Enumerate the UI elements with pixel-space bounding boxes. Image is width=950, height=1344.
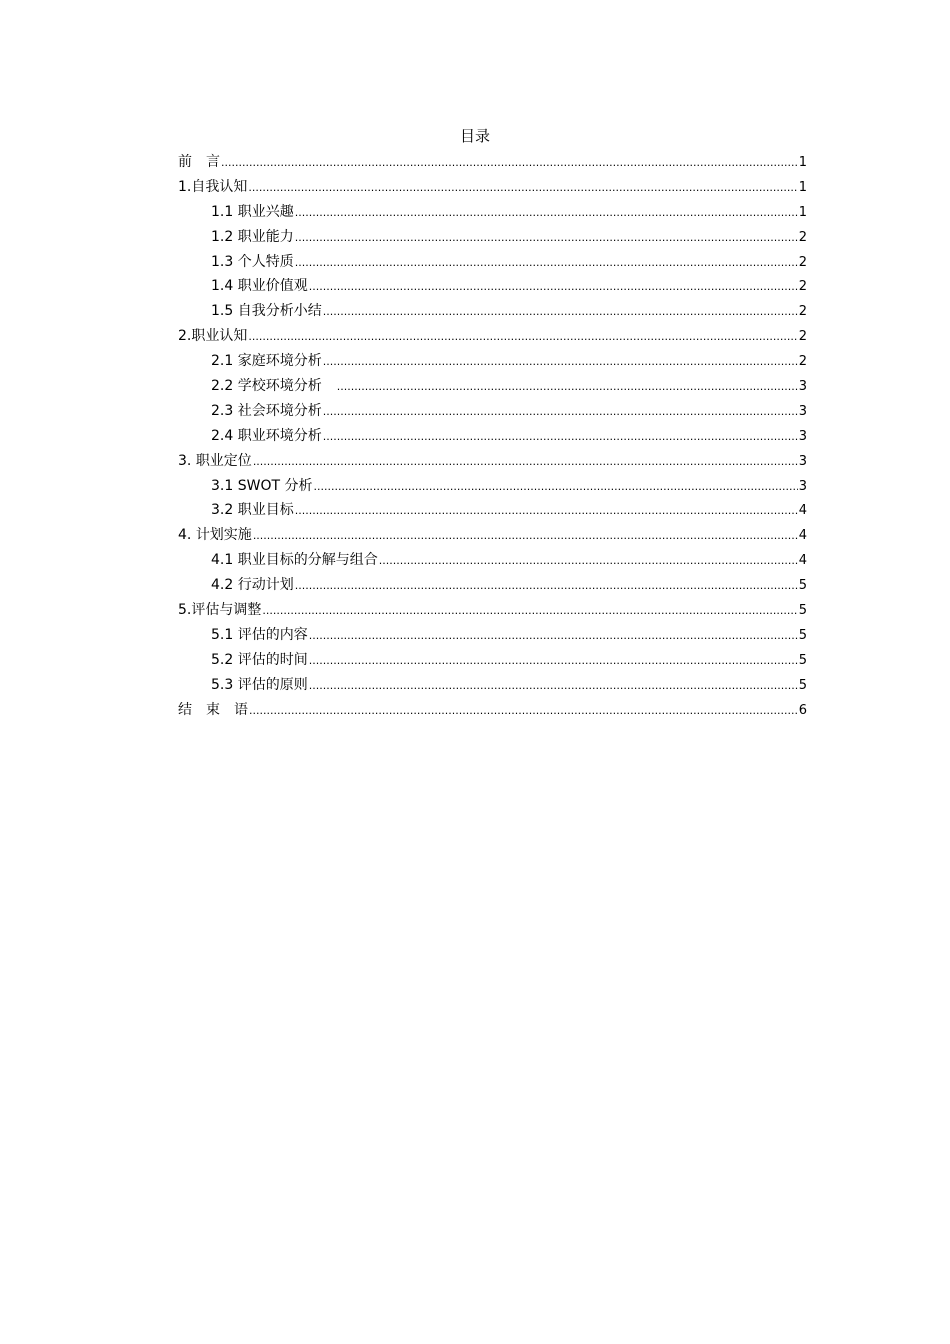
toc-entry-text: 评估的内容 (237, 626, 308, 643)
toc-entry-label (211, 374, 336, 399)
toc-page-number: 1 (798, 179, 807, 195)
toc-entry-label (178, 150, 220, 175)
toc-entry-label (211, 474, 312, 499)
toc-entry[interactable] (178, 449, 807, 474)
toc-entry-label (211, 399, 322, 424)
toc-dot-leader (248, 176, 797, 201)
toc-entry[interactable] (178, 498, 807, 523)
toc-entry[interactable] (178, 225, 807, 250)
toc-entry-text: 分析 (284, 477, 313, 494)
toc-dot-leader (249, 699, 798, 724)
toc-page-number: 4 (798, 528, 807, 544)
toc-entry-text: 自我分析小结 (237, 303, 322, 320)
toc-entry-text: 结 束 语 (178, 701, 248, 718)
toc-entry-number: 1.1 (211, 203, 238, 220)
toc-dot-leader (248, 325, 797, 350)
toc-entry-text: 职业兴趣 (237, 203, 294, 220)
toc-entry[interactable] (178, 200, 807, 225)
toc-entry-label (178, 324, 247, 349)
toc-entry[interactable] (178, 548, 807, 573)
toc-entry-label (211, 299, 322, 324)
toc-entry[interactable] (178, 648, 807, 673)
toc-page-number: 6 (798, 702, 807, 718)
toc-page-number: 1 (798, 155, 807, 170)
toc-dot-leader (309, 275, 798, 300)
toc-entry-text: 职业价值观 (237, 278, 308, 295)
toc-entry-text: 社会环境分析 (237, 402, 322, 419)
toc-entry[interactable] (178, 424, 807, 449)
toc-entry[interactable] (178, 250, 807, 275)
toc-entry-number: 1.5 (211, 303, 238, 320)
toc-entry-text: 前 言 (178, 154, 220, 170)
toc-entry-label (211, 225, 294, 250)
toc-entry[interactable] (178, 299, 807, 324)
toc-entry-label (211, 349, 322, 374)
toc-entry-number: 1.3 (211, 253, 238, 270)
toc-entry[interactable] (178, 573, 807, 598)
toc-entry-label (178, 698, 248, 723)
toc-entry[interactable] (178, 474, 807, 499)
toc-entry-text: 职业能力 (237, 228, 294, 245)
toc-page-number: 3 (798, 428, 807, 444)
toc-entry-label (211, 573, 294, 598)
toc-entry-text: 职业目标的分解与组合 (237, 552, 378, 569)
toc-page-number: 5 (798, 578, 807, 594)
toc-entry-text: 评估与调整 (191, 602, 262, 619)
toc-entry-text: 职业认知 (191, 328, 248, 345)
toc-dot-leader (253, 524, 798, 549)
toc-entry-text: 计划实施 (195, 527, 252, 544)
toc-entry-label (211, 623, 308, 648)
toc-page-number: 4 (798, 553, 807, 569)
toc-dot-leader (323, 425, 798, 450)
toc-dot-leader (295, 251, 798, 276)
toc-page-number: 4 (798, 503, 807, 519)
toc-entry-label (178, 598, 261, 623)
toc-entry-number: 5.1 (211, 626, 238, 643)
toc-entry[interactable] (178, 623, 807, 648)
toc-entry[interactable] (178, 598, 807, 623)
toc-entry[interactable] (178, 150, 807, 175)
toc-page-number: 5 (798, 603, 807, 619)
toc-entry-number: 2.2 (211, 378, 238, 395)
toc-entry-number: 1.4 (211, 278, 238, 295)
toc-dot-leader (295, 499, 798, 524)
toc-dot-leader (295, 226, 798, 251)
toc-dot-leader (309, 674, 798, 699)
toc-entry-number: 3. (178, 452, 196, 469)
toc-entry-number: 2.1 (211, 353, 238, 370)
toc-entry-label (211, 200, 294, 225)
toc-dot-leader (323, 350, 798, 375)
toc-entry-label (211, 548, 378, 573)
toc-entry[interactable] (178, 324, 807, 349)
toc-entry-label (211, 673, 308, 698)
toc-dot-leader (309, 649, 798, 674)
toc-entry[interactable] (178, 175, 807, 200)
toc-dot-leader (221, 151, 798, 176)
toc-entry-number: 3.2 (211, 502, 238, 519)
toc-dot-leader (379, 549, 798, 574)
toc-entry-text: 评估的原则 (237, 676, 308, 693)
toc-title: 目录 (459, 127, 490, 145)
toc-page-number: 2 (798, 354, 807, 370)
toc-entry-label (211, 250, 294, 275)
toc-entry-label (211, 274, 308, 299)
toc-entry[interactable] (178, 349, 807, 374)
toc-dot-leader (337, 375, 798, 400)
toc-entry-number: 5.2 (211, 651, 238, 668)
toc-entry-number: 2.4 (211, 427, 238, 444)
toc-entry-text: 个人特质 (237, 253, 294, 270)
toc-page-number: 2 (798, 329, 807, 345)
toc-entry-number: 4. (178, 527, 196, 544)
toc-entry-label (178, 523, 252, 548)
toc-entry[interactable] (178, 374, 807, 399)
toc-page-number: 2 (798, 304, 807, 320)
toc-page-number: 1 (798, 204, 807, 220)
toc-entry[interactable] (178, 399, 807, 424)
toc-page-number: 2 (798, 229, 807, 245)
toc-entry-label (178, 175, 247, 200)
toc-page-number: 3 (798, 478, 807, 494)
toc-entry-number: 2.3 (211, 402, 238, 419)
toc-entry-label (211, 424, 322, 449)
toc-page-number: 5 (798, 627, 807, 643)
toc-page-number: 3 (798, 403, 807, 419)
toc-entry-label (178, 449, 252, 474)
toc-entry-text: 职业环境分析 (237, 427, 322, 444)
toc-entry-number: 1.2 (211, 228, 238, 245)
toc-dot-leader (295, 201, 798, 226)
toc-dot-leader (313, 475, 797, 500)
toc-entry-number: 1. (178, 178, 192, 195)
toc-entry-label (211, 498, 294, 523)
toc-entry-number: 5. (178, 602, 192, 619)
toc-entry-text: 行动计划 (237, 577, 294, 594)
toc-entry-number: 4.2 (211, 577, 238, 594)
toc-entry-label (211, 648, 308, 673)
toc-page-number: 5 (798, 677, 807, 693)
toc-dot-leader (253, 450, 798, 475)
toc-entry[interactable] (178, 274, 807, 299)
toc-dot-leader (295, 574, 798, 599)
toc-page-number: 3 (798, 453, 807, 469)
toc-dot-leader (309, 624, 798, 649)
toc-entry-text: 家庭环境分析 (237, 353, 322, 370)
toc-page-number: 2 (798, 279, 807, 295)
toc-dot-leader (262, 599, 797, 624)
toc-dot-leader (323, 400, 798, 425)
toc-entry-number: 4.1 (211, 552, 238, 569)
toc-entry[interactable] (178, 698, 807, 723)
toc-entry-text: 评估的时间 (237, 651, 308, 668)
toc-entry[interactable] (178, 523, 807, 548)
toc-entry-text: 自我认知 (191, 178, 248, 195)
toc-entry-text: 职业目标 (237, 502, 294, 519)
table-of-contents (178, 150, 807, 722)
toc-page-number: 2 (798, 254, 807, 270)
toc-entry-number: 5.3 (211, 676, 238, 693)
toc-entry[interactable] (178, 673, 807, 698)
toc-page-number: 3 (798, 379, 807, 395)
toc-entry-text: 学校环境分析 (237, 378, 336, 395)
toc-dot-leader (323, 300, 798, 325)
toc-page-number: 5 (798, 652, 807, 668)
toc-entry-number: 2. (178, 328, 192, 345)
toc-entry-text: 职业定位 (195, 452, 252, 469)
toc-entry-number: 3.1 SWOT (211, 477, 285, 494)
